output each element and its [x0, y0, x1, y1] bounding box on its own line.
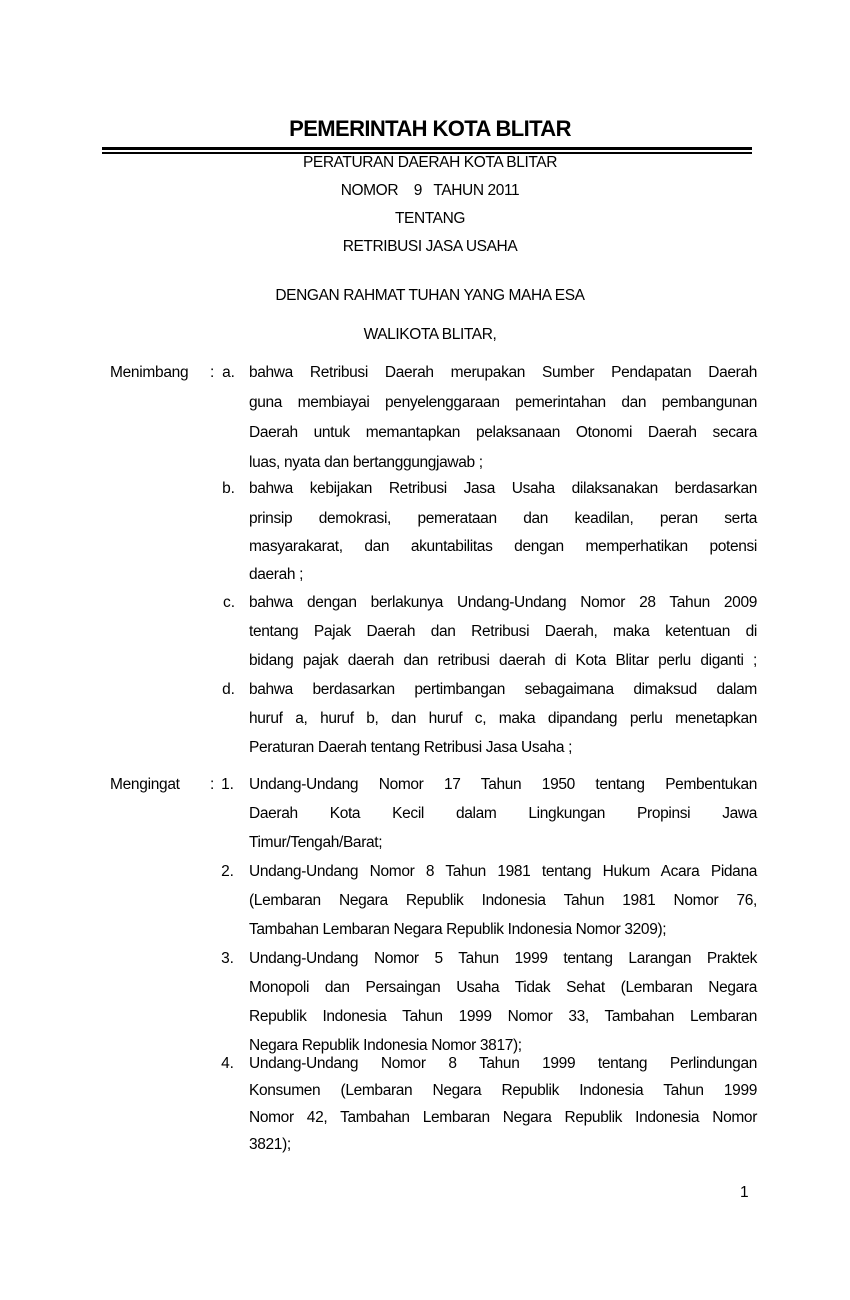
item-line: bahwa dengan berlakunya Undang-Undang Nomor 28 Tahun 2009	[249, 594, 757, 611]
item-line: Undang-Undang Nomor 8 Tahun 1999 tentang Perlindungan	[249, 1055, 757, 1072]
item-line: Timur/Tengah/Barat;	[249, 834, 383, 851]
regulation-about: TENTANG	[394, 210, 466, 227]
item-line: Undang-Undang Nomor 17 Tahun 1950 tentang Pembentukan	[249, 776, 757, 793]
item-marker: a.	[222, 364, 235, 381]
item-line: Nomor 42, Tambahan Lembaran Negara Republik Indonesia Nomor	[249, 1109, 757, 1126]
document-title: PEMERINTAH KOTA BLITAR	[289, 116, 571, 141]
item-line: tentang Pajak Daerah dan Retribusi Daerah, maka ketentuan di	[249, 623, 757, 640]
item-line: Peraturan Daerah tentang Retribusi Jasa Usaha ;	[249, 739, 573, 756]
regulation-subject: RETRIBUSI JASA USAHA	[342, 238, 518, 255]
item-line: 3821);	[249, 1136, 291, 1153]
item-line: bahwa kebijakan Retribusi Jasa Usaha dilaksanakan berdasarkan	[249, 480, 757, 497]
page-number: 1	[740, 1184, 749, 1201]
item-line: Konsumen (Lembaran Negara Republik Indonesia Tahun 1999	[249, 1082, 757, 1099]
item-line: luas, nyata dan bertanggungjawab ;	[249, 454, 483, 471]
item-marker: c.	[222, 594, 235, 611]
regulation-heading: PERATURAN DAERAH KOTA BLITAR	[302, 154, 558, 171]
item-marker: 2.	[221, 863, 234, 880]
mengingat-label: Mengingat	[110, 776, 180, 793]
item-line: bidang pajak daerah dan retribusi daerah di Kota Blitar perlu diganti ;	[249, 652, 757, 669]
item-line: huruf a, huruf b, dan huruf c, maka dipandang perlu menetapkan	[249, 710, 757, 727]
item-line: masyarakarat, dan akuntabilitas dengan memperhatikan potensi	[249, 538, 757, 555]
menimbang-colon: :	[210, 364, 215, 381]
item-marker: 4.	[221, 1055, 234, 1072]
item-marker: 3.	[221, 950, 234, 967]
item-line: Negara Republik Indonesia Nomor 3817);	[249, 1037, 522, 1054]
item-line: Undang-Undang Nomor 8 Tahun 1981 tentang Hukum Acara Pidana	[249, 863, 757, 880]
item-line: prinsip demokrasi, pemerataan dan keadilan, peran serta	[249, 510, 757, 527]
menimbang-label: Menimbang	[110, 364, 189, 381]
item-line: guna membiayai penyelenggaraan pemerintahan dan pembangunan	[249, 394, 757, 411]
regulation-number: NOMOR 9 TAHUN 2011	[340, 182, 520, 199]
item-line: Daerah Kota Kecil dalam Lingkungan Propinsi Jawa	[249, 805, 757, 822]
item-line: Tambahan Lembaran Negara Republik Indonesia Nomor 3209);	[249, 921, 667, 938]
authority: WALIKOTA BLITAR,	[363, 326, 497, 343]
item-marker: b.	[222, 480, 235, 497]
item-line: Undang-Undang Nomor 5 Tahun 1999 tentang Larangan Praktek	[249, 950, 757, 967]
item-line: bahwa Retribusi Daerah merupakan Sumber Pendapatan Daerah	[249, 364, 757, 381]
item-line: daerah ;	[249, 566, 304, 583]
item-line: bahwa berdasarkan pertimbangan sebagaimana dimaksud dalam	[249, 681, 757, 698]
mengingat-colon: :	[210, 776, 215, 793]
item-marker: d.	[222, 681, 235, 698]
item-line: Republik Indonesia Tahun 1999 Nomor 33, Tambahan Lembaran	[249, 1008, 757, 1025]
item-line: Monopoli dan Persaingan Usaha Tidak Sehat (Lembaran Negara	[249, 979, 757, 996]
item-marker: 1.	[221, 776, 234, 793]
item-line: (Lembaran Negara Republik Indonesia Tahun 1981 Nomor 76,	[249, 892, 757, 909]
title-rule-thick	[102, 147, 752, 150]
item-line: Daerah untuk memantapkan pelaksanaan Otonomi Daerah secara	[249, 424, 757, 441]
invocation: DENGAN RAHMAT TUHAN YANG MAHA ESA	[275, 287, 585, 304]
